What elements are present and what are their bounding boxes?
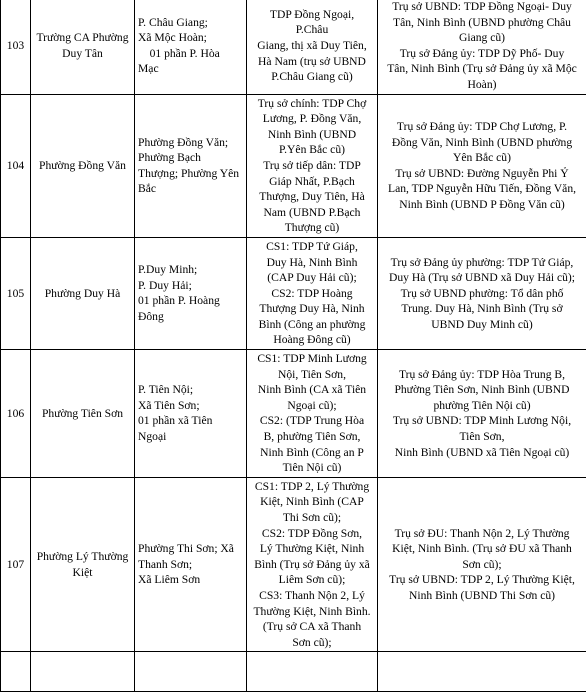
cell-text-line: Phường Đồng Văn; [138,135,243,151]
ward-name-cell [31,0,135,94]
party-ubnd-office-cell [378,350,586,478]
cell-text-line: TDP Đồng Ngoại, [250,7,374,23]
table-row [1,477,586,652]
cell-text-line: Mạc [138,61,243,77]
cell-text-line: Trụ sở Đảng ủy: TDP Dỹ Phố- Duy [381,46,583,62]
cell-text-line: Trụ sở UBND: TDP Đồng Ngoại- Duy [381,0,583,15]
cell-text-line: CS3: Thanh Nộn 2, Lý [250,588,374,604]
cell-text-line: Trụ sở UBND: Đường Nguyễn Phi Ỷ [381,166,583,182]
cell-text-line: Kiệt, Ninh Bình (CAP [250,494,374,510]
cell-text-line: Thượng; Phường Yên [138,166,243,182]
table-row [1,0,586,94]
ward-name-cell [31,652,135,692]
cell-text-line: CS1: TDP Minh Lương [250,351,374,367]
merged-units-cell [135,0,247,94]
cell-text-line: Trụ sở tiếp dân: TDP [250,158,374,174]
ward-name-cell [31,477,135,652]
headquarters-cell [247,350,378,478]
cell-text-line: Thi Sơn cũ); [250,510,374,526]
merged-units-cell [135,477,247,652]
party-ubnd-office-cell [378,477,586,652]
cell-text-line: Ninh Bình (UBND Thi Sơn cũ) [381,588,583,604]
cell-text-line: Lý Thường Kiệt, Ninh [250,541,374,557]
cell-text-line: P.Châu [250,22,374,38]
table-row [1,350,586,478]
cell-text-line: Ninh Bình (Công an P [250,445,374,461]
cell-text-line: CS2: (TDP Trung Hòa [250,413,374,429]
cell-text-line: Kiệt [34,565,131,581]
cell-text-line: Yên Bắc cũ) [381,150,583,166]
party-ubnd-office-cell [378,237,586,349]
cell-text-line: Trụ sở chính: TDP Chợ [250,96,374,112]
headquarters-cell [247,477,378,652]
cell-text-line: Thượng cũ) [250,220,374,236]
party-ubnd-office-cell [378,652,586,692]
cell-text-line: Trụ sở Đảng ủy phường: TDP Tứ Giáp, [381,255,583,271]
cell-text-line: Tiên Nội cũ) [250,460,374,476]
ward-name-cell [31,237,135,349]
merged-units-cell [135,237,247,349]
cell-text-line: Duy Tân [34,46,131,62]
party-ubnd-office-cell [378,94,586,237]
cell-text-line: UBND Duy Minh cũ) [381,317,583,333]
cell-text-line: (Trụ sở CA xã Thanh [250,619,374,635]
cell-text-line: Thượng, Duy Tiên, Hà [250,189,374,205]
cell-text-line: Phường Bạch [138,150,243,166]
cell-text-line: CS2: TDP Hoàng [250,286,374,302]
ward-name-cell [31,350,135,478]
table-row [1,237,586,349]
cell-text-line: phường Tiên Nội cũ) [381,398,583,414]
cell-text-line: Tân, Ninh Bình (Trụ sở Đảng ủy xã Mộc [381,61,583,77]
cell-text-line: Ninh Bình (UBND xã Tiên Ngoại cũ) [381,445,583,461]
cell-text-line: Phường Đồng Văn [34,158,131,174]
cell-text-line: Duy Hà, Ninh Bình [250,255,374,271]
cell-text-line: Ninh Bình (CA xã Tiên [250,382,374,398]
row-number-cell: 103 [1,0,31,94]
merged-units-cell [135,350,247,478]
cell-text-line: Sơn cũ); [250,635,374,651]
cell-text-line: Hoàng Đông cũ) [250,332,374,348]
cell-text-line: P. Châu Giang; [138,15,243,31]
cell-text-line: Xã Mộc Hoàn; [138,30,243,46]
merged-units-cell [135,652,247,692]
table-row [1,94,586,237]
cell-text-line: Tân, Ninh Bình (UBND phường Châu [381,15,583,31]
cell-text-line: Phường Duy Hà [34,286,131,302]
cell-text-line: Bắc [138,181,243,197]
cell-text-line: Trụ sở UBND: TDP 2, Lý Thường Kiệt, [381,572,583,588]
cell-text-line: CS1: TDP Tứ Giáp, [250,239,374,255]
cell-text-line: Bình (Trụ sở Đảng ủy xã [250,557,374,573]
cell-text-line: Giang, thị xã Duy Tiên, [250,38,374,54]
cell-text-line: (CAP Duy Hải cũ); [250,270,374,286]
cell-text-line: Xã Tiên Sơn; [138,398,243,414]
cell-text-line: Sơn cũ); [381,557,583,573]
cell-text-line: Trụ sở UBND phường: Tổ dân phố [381,286,583,302]
cell-text-line: Nam (UBND P.Bạch [250,205,374,221]
headquarters-cell [247,237,378,349]
row-number-cell: 106 [1,350,31,478]
party-ubnd-office-cell [378,0,586,94]
cell-text-line: P.Yên Bắc cũ) [250,142,374,158]
cell-text-line: 01 phần P. Hòa [138,46,243,62]
cell-text-line: Trụ sở UBND: TDP Minh Lương Nội, [381,413,583,429]
cell-text-line: Ninh Bình (UBND P Đồng Văn cũ) [381,197,583,213]
cell-text-line: Xã Liêm Sơn [138,572,243,588]
headquarters-cell [247,652,378,692]
cell-text-line: Giáp Nhất, P.Bạch [250,174,374,190]
cell-text-line: Đông [138,309,243,325]
ward-name-cell [31,94,135,237]
cell-text-line: Duy Hà (Trụ sở UBND xã Duy Hải cũ); [381,270,583,286]
table-row [1,652,586,692]
cell-text-line: Trụ sở Đảng ủy: TDP Hòa Trung B, [381,367,583,383]
cell-text-line: Trường CA Phường [34,30,131,46]
cell-text-line: Ngoại [138,429,243,445]
cell-text-line: Thường Kiệt, Ninh Bình. [250,604,374,620]
cell-text-line: Trung. Duy Hà, Ninh Bình (Trụ sở [381,301,583,317]
cell-text-line: Ninh Bình (UBND [250,127,374,143]
cell-text-line: Đồng Văn, Ninh Bình (UBND phường [381,135,583,151]
cell-text-line: P.Duy Minh; [138,262,243,278]
cell-text-line: Kiệt, Ninh Bình. (Trụ sở ĐU xã Thanh [381,541,583,557]
cell-text-line: CS2: TDP Đồng Sơn, [250,526,374,542]
row-number-cell: 104 [1,94,31,237]
row-number-cell: 105 [1,237,31,349]
cell-text-line: Nội, Tiên Sơn, [250,367,374,383]
merged-units-cell [135,94,247,237]
cell-text-line: Tiên Sơn, [381,429,583,445]
cell-text-line: CS1: TDP 2, Lý Thường [250,479,374,495]
row-number-cell: 107 [1,477,31,652]
cell-text-line: 01 phần P. Hoàng [138,293,243,309]
cell-text-line: P. Duy Hải; [138,278,243,294]
cell-text-line: 01 phần xã Tiên [138,413,243,429]
cell-text-line: Giang cũ) [381,30,583,46]
cell-text-line: Lan, TDP Nguyễn Hữu Tiến, Đồng Văn, [381,181,583,197]
cell-text-line: Thượng Duy Hà, Ninh [250,301,374,317]
cell-text-line: Liêm Sơn cũ); [250,572,374,588]
cell-text-line: Phường Lý Thường [34,549,131,565]
cell-text-line: Phường Tiên Sơn, Ninh Bình (UBND [381,382,583,398]
row-number-cell [1,652,31,692]
headquarters-cell [247,0,378,94]
table-body [1,0,586,692]
cell-text-line: Bình (Công an phường [250,317,374,333]
cell-text-line: Hoàn) [381,77,583,93]
cell-text-line: P.Châu Giang cũ) [250,69,374,85]
cell-text-line: P. Tiên Nội; [138,382,243,398]
cell-text-line: Hà Nam (trụ sở UBND [250,54,374,70]
headquarters-cell [247,94,378,237]
cell-text-line: Trụ sở Đảng ủy: TDP Chợ Lương, P. [381,119,583,135]
cell-text-line: Lương, P. Đồng Văn, [250,111,374,127]
cell-text-line: Phường Tiên Sơn [34,406,131,422]
cell-text-line: Ngoại cũ); [250,398,374,414]
cell-text-line: Phường Thi Sơn; Xã [138,541,243,557]
cell-text-line: B, phường Tiên Sơn, [250,429,374,445]
cell-text-line: Trụ sở ĐU: Thanh Nộn 2, Lý Thường [381,526,583,542]
cell-text-line: Thanh Sơn; [138,557,243,573]
